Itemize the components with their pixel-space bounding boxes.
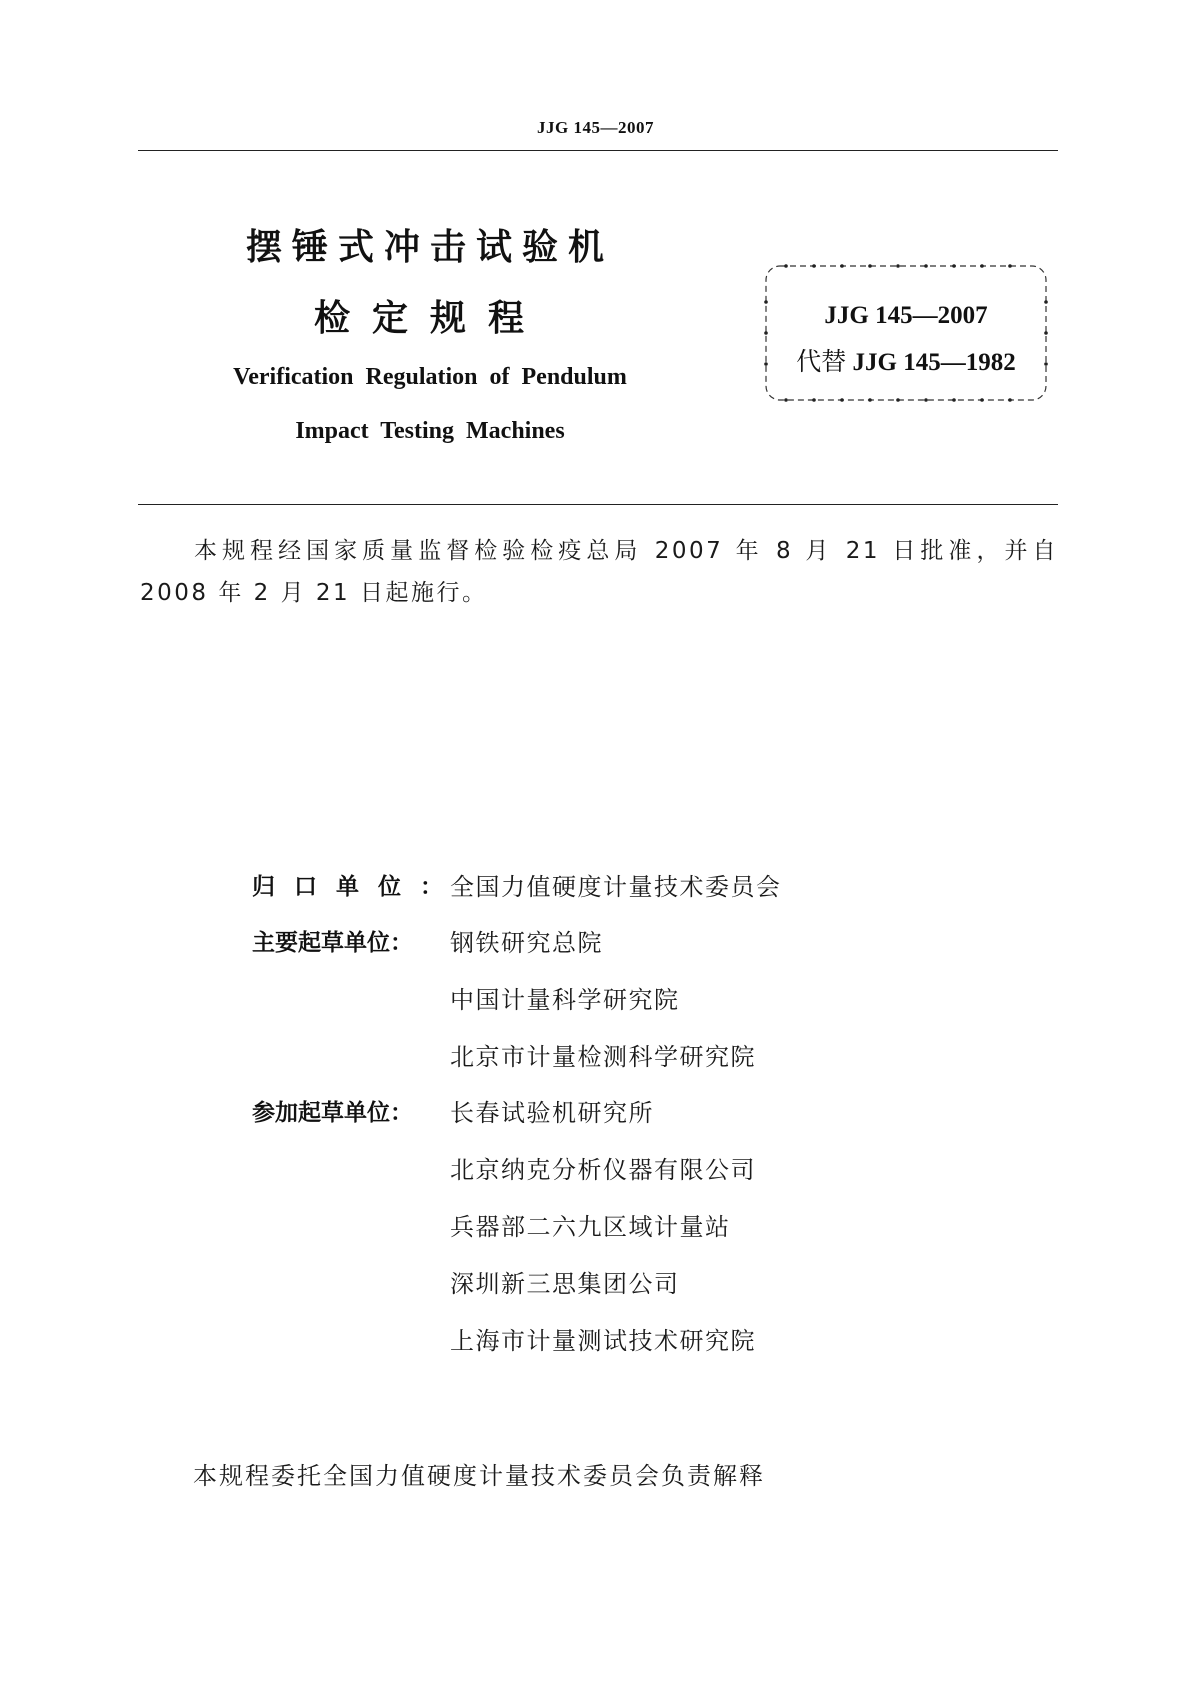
- title-en-line2: Impact Testing Machines: [295, 418, 565, 444]
- standard-code-box: [762, 262, 1050, 404]
- responsible-unit: 全国力值硬度计量技术委员会: [450, 873, 782, 901]
- main-drafting-unit: 钢铁研究总院: [450, 929, 603, 957]
- header-rule: [138, 150, 1058, 151]
- main-drafting-unit: 北京市计量检测科学研究院: [450, 1043, 756, 1071]
- title-cn-line1: 摆锤式冲击试验机: [245, 227, 614, 268]
- main-drafting-label: 主要起草单位：: [252, 930, 413, 956]
- participating-drafting-unit: 北京纳克分析仪器有限公司: [450, 1156, 756, 1184]
- participating-drafting-unit: 兵器部二六九区域计量站: [450, 1213, 731, 1241]
- main-drafting-unit: 中国计量科学研究院: [450, 986, 680, 1014]
- ornamental-border: [762, 262, 1050, 404]
- participating-drafting-label: 参加起草单位：: [252, 1100, 413, 1126]
- replaces-prefix: 代替: [796, 349, 847, 376]
- interpretation-note: 本规程委托全国力值硬度计量技术委员会负责解释: [193, 1462, 765, 1490]
- participating-drafting-unit: 长春试验机研究所: [450, 1099, 654, 1127]
- title-cn-line2: 检定规程: [313, 298, 546, 339]
- replaces-line: [762, 342, 1050, 378]
- header-standard-code: JJG 145—2007: [537, 118, 654, 137]
- replaced-code: JJG 145—1982: [852, 349, 1016, 376]
- responsible-unit-label: 归口单位：: [252, 874, 443, 900]
- current-code: JJG 145—2007: [824, 302, 988, 329]
- title-bottom-rule: [138, 504, 1058, 505]
- title-en-line1: Verification Regulation of Pendulum: [233, 364, 627, 390]
- participating-drafting-unit: 深圳新三思集团公司: [450, 1270, 680, 1298]
- participating-drafting-unit: 上海市计量测试技术研究院: [450, 1327, 756, 1355]
- approval-statement: 本规程经国家质量监督检验检疫总局 2007 年 8 月 21 日批准，并自 2008 年 2 月 21 日起施行。: [140, 538, 1058, 606]
